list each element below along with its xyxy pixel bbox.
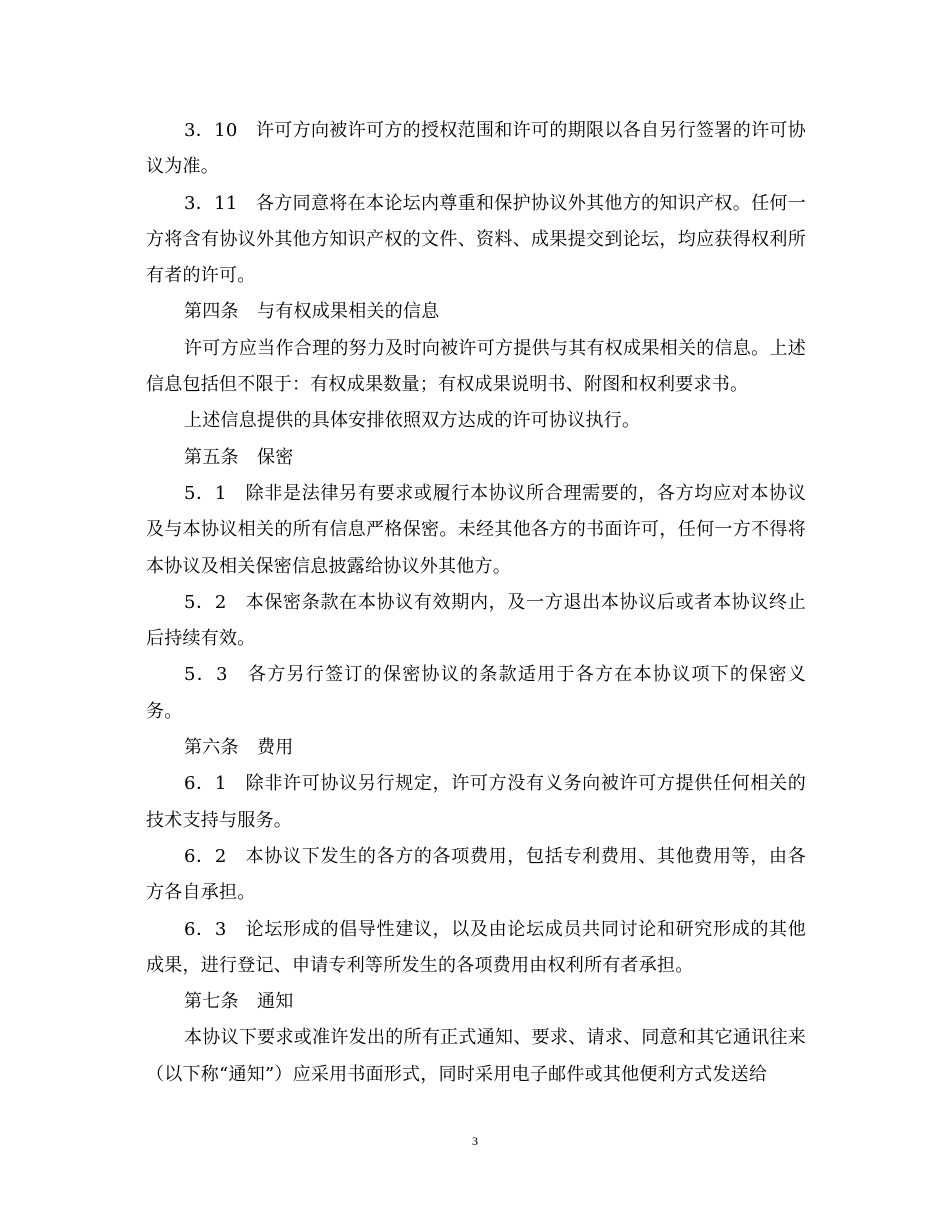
article-4-heading: 第四条 与有权成果相关的信息 bbox=[184, 301, 440, 323]
article-4-paragraph-2: 上述信息提供的具体安排依照双方达成的许可协议执行。 bbox=[184, 410, 641, 432]
article-5-heading: 第五条 保密 bbox=[184, 446, 294, 468]
clause-3-11: 3．11 各方同意将在本论坛内尊重和保护协议外其他方的知识产权。任何一方将含有协议外其他方知识产权的文件、资料、成果提交到论坛，均应获得权利所有者的许可。 bbox=[146, 192, 806, 287]
clause-6-2: 6．2 本协议下发生的各方的各项费用，包括专利费用、其他费用等，由各方各自承担。 bbox=[146, 845, 806, 904]
article-4-paragraph-1: 许可方应当作合理的努力及时向被许可方提供与其有权成果相关的信息。上述信息包括但不限于：有权成果数量；有权成果说明书、附图和权利要求书。 bbox=[146, 337, 806, 396]
clause-6-1: 6．1 除非许可协议另行规定，许可方没有义务向被许可方提供任何相关的技术支持与服务。 bbox=[146, 773, 806, 831]
document-body bbox=[146, 113, 806, 1093]
page-number: 3 bbox=[472, 1134, 478, 1148]
article-7-heading: 第七条 通知 bbox=[184, 991, 294, 1013]
clause-5-1: 5．1 除非是法律另有要求或履行本协议所合理需要的，各方均应对本协议及与本协议相关的所有信息严格保密。未经其他各方的书面许可，任何一方不得将本协议及相关保密信息披露给协议外其他方。 bbox=[146, 482, 806, 577]
article-7-paragraph-1: 本协议下要求或准许发出的所有正式通知、要求、请求、同意和其它通讯往来（以下称“通知”）应采用书面形式，同时采用电子邮件或其他便利方式发送给 bbox=[146, 1027, 806, 1085]
article-6-heading: 第六条 费用 bbox=[184, 737, 294, 759]
clause-3-10: 3．10 许可方向被许可方的授权范围和许可的期限以各自另行签署的许可协议为准。 bbox=[146, 120, 806, 178]
clause-5-3: 5．3 各方另行签订的保密协议的条款适用于各方在本协议项下的保密义务。 bbox=[146, 664, 806, 722]
clause-6-3: 6．3 论坛形成的倡导性建议，以及由论坛成员共同讨论和研究形成的其他成果，进行登记、申请专利等所发生的各项费用由权利所有者承担。 bbox=[146, 918, 806, 976]
clause-5-2: 5．2 本保密条款在本协议有效期内，及一方退出本协议后或者本协议终止后持续有效。 bbox=[146, 591, 806, 650]
